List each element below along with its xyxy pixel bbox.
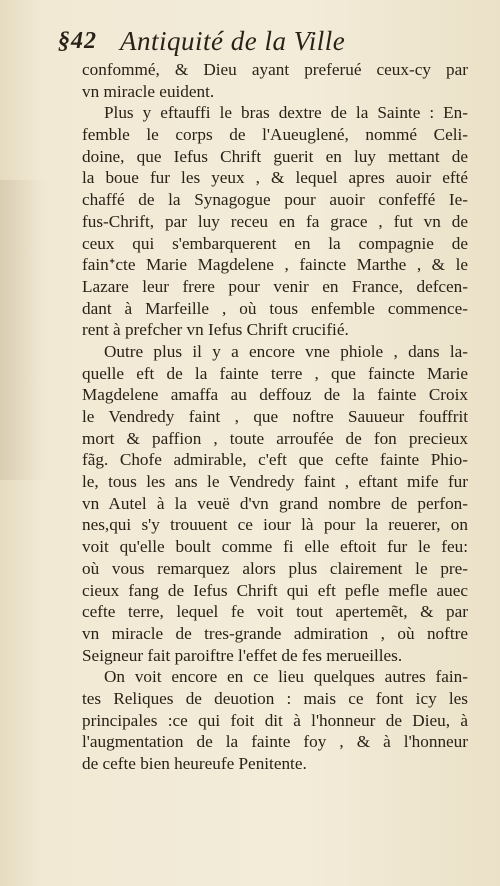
text-line: vn miracle de tres-grande admiration , où noftre	[82, 623, 468, 643]
text-line: le Vendredy faint , que noftre Sauueur fouffrit	[82, 407, 468, 426]
text-line: voit qu'elle boult comme fi elle eftoit fur le feu:	[82, 537, 468, 557]
text-line: tes Reliques de deuotion : mais ce font icy les	[82, 688, 468, 708]
text-line: rent à prefcher vn Iefus Chrift crucifié.	[82, 320, 349, 340]
text-line: nes,qui s'y trouuent ce iour là pour la reuerer, on	[82, 515, 468, 535]
text-line: la boue fur les yeux , & lequel apres auoir efté	[82, 168, 468, 188]
text-line: vn miracle euident.	[82, 81, 215, 101]
running-title: Antiquité de la Ville	[120, 26, 346, 56]
text-line: ceux qui s'embarquerent en la compagnie de	[82, 233, 468, 253]
text-line: cefte terre, lequel fe voit tout apertemẽt, & par	[82, 602, 468, 622]
text-line: Plus y eftauffi le bras dextre de la Sainte : En-	[104, 103, 468, 123]
text-line: femble le corps de l'Aueuglené, nommé Celi-	[82, 125, 468, 145]
text-line: On voit encore en ce lieu quelques autres fain-	[104, 667, 468, 687]
text-line: quelle eft de la fainte terre , que faincte Marie	[82, 363, 468, 383]
text-line: dant à Marfeille , où tous enfemble commence-	[82, 298, 468, 318]
text-line: principales :ce qui foit dit à l'honneur de Dieu, à	[82, 710, 468, 730]
page-header	[54, 22, 454, 62]
text-line: cieux fang de Iefus Chrift qui eft pefle mefle auec	[82, 580, 468, 600]
text-line: confommé, & Dieu ayant preferué ceux-cy par	[82, 60, 468, 79]
text-line: fãg. Chofe admirable, c'eft que cefte fainte Phio-	[82, 450, 468, 470]
page-number: §42	[58, 28, 97, 54]
text-line: Outre plus il y a encore vne phiole , dans la-	[104, 341, 468, 361]
text-line: fus-Chrift, par luy receu en fa grace , fut vn de	[82, 211, 468, 231]
text-line: mort & paffion , toute arroufée de fon precieux	[82, 428, 468, 448]
text-line: Seigneur fait paroiftre l'effet de fes merueilles.	[82, 645, 403, 665]
text-line: chaffé de la Synagogue pour auoir confeffé Ie-	[82, 190, 468, 210]
text-line: le, tous les ans le Vendredy faint , eftant mife fur	[82, 472, 468, 492]
page-shadow	[0, 180, 48, 480]
text-line: Lazare leur frere pour venir en France, defcen-	[82, 276, 468, 296]
text-line: l'augmentation de la fainte foy , & à l'honneur	[82, 732, 468, 752]
body-text	[82, 59, 468, 775]
text-line: doine, que Iefus Chrift guerit en luy mettant de	[82, 146, 468, 166]
text-line: Magdelene amaffa au deffouz de la fainte Croix	[82, 385, 468, 405]
text-line: où vous remarquez alors plus clairement le pre-	[82, 558, 468, 578]
text-line: de cefte bien heureufe Penitente.	[82, 754, 307, 773]
text-line: vn Autel à la veuë d'vn grand nombre de perfon-	[82, 493, 468, 513]
text-line: fainᐩcte Marie Magdelene , faincte Marthe , & le	[82, 255, 468, 275]
